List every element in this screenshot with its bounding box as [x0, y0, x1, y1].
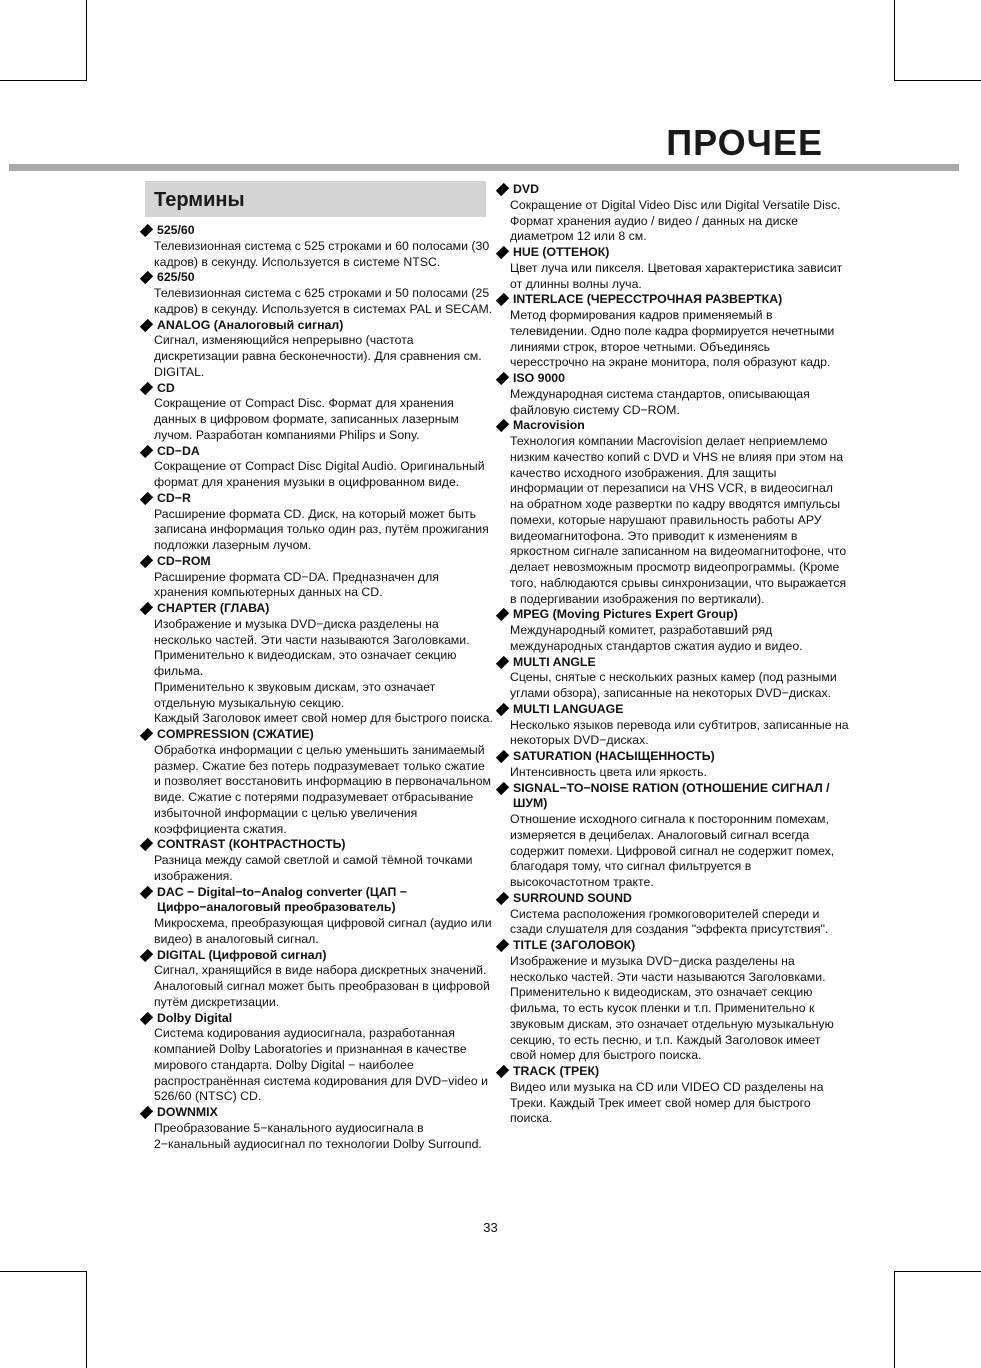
glossary-entry: [139, 727, 493, 837]
glossary-term: [139, 885, 493, 917]
diamond-bullet-icon: [140, 1011, 153, 1024]
glossary-definition: Микросхема, преобразующая цифровой сигнал (аудио или видео) в аналоговый сигнал.: [154, 916, 492, 946]
terms-column-right: [495, 182, 849, 1127]
glossary-term: [495, 607, 849, 623]
page-number: 33: [483, 1220, 498, 1235]
glossary-term-label: SIGNAL−TO−NOISE RATION (ОТНОШЕНИЕ СИГНАЛ / ШУМ): [513, 780, 830, 811]
glossary-term: [495, 891, 849, 907]
glossary-term: [139, 1105, 493, 1121]
glossary-definition: Изображение и музыка DVD−диска разделены на несколько частей. Эти части называются Заголовками. Применительно к видеодискам, это означает секцию фильма, то есть кусок пленки и т.п. Применительно к звуковым дискам, это означает отдельную музыкальную секцию, то есть песню, и т.п. Каждый Заголовок имеет свой номер для быстрого поиска.: [510, 953, 834, 1063]
glossary-term: [495, 182, 849, 198]
glossary-definition: Международный комитет, разработавший ряд международных стандартов сжатия аудио и видео.: [510, 623, 803, 653]
glossary-term: [139, 318, 493, 334]
glossary-term-label: MULTI ANGLE: [513, 654, 596, 669]
glossary-term: [495, 371, 849, 387]
diamond-bullet-icon: [140, 555, 153, 568]
glossary-entry: [495, 655, 849, 702]
diamond-bullet-icon: [140, 838, 153, 851]
glossary-definition: Несколько языков перевода или субтитров, записанные на некоторых DVD−дисках.: [510, 717, 849, 748]
diamond-bullet-icon: [496, 246, 509, 259]
glossary-definition: Международная система стандартов, описывающая файловую систему CD−ROM.: [510, 386, 810, 417]
glossary-term-label: 625/50: [157, 270, 195, 285]
glossary-term-label: ISO 9000: [513, 371, 565, 385]
glossary-definition: Разница между самой светлой и самой тёмной точками изображения.: [154, 853, 473, 883]
page-title: ПРОЧЕЕ: [666, 122, 823, 163]
diamond-bullet-icon: [140, 381, 153, 394]
glossary-entry: [139, 444, 493, 491]
diamond-bullet-icon: [140, 885, 153, 898]
diamond-bullet-icon: [140, 318, 153, 331]
diamond-bullet-icon: [140, 602, 153, 615]
glossary-definition: Система расположения громкоговорителей спереди и сзади слушателя для создания "эффекта присутствия".: [510, 906, 829, 937]
glossary-term-label: MPEG (Moving Pictures Expert Group): [513, 607, 738, 622]
glossary-term: [495, 418, 849, 434]
glossary-entry: [495, 371, 849, 418]
glossary-term: [495, 938, 849, 954]
glossary-definition: Цвет луча или пикселя. Цветовая характеристика зависит от длинны волны луча.: [510, 260, 843, 291]
glossary-term-label: HUE (ОТТЕНОК): [513, 245, 610, 259]
crop-mark: [894, 0, 895, 80]
glossary-term: [139, 223, 493, 239]
glossary-entry: [495, 418, 849, 607]
diamond-bullet-icon: [496, 293, 509, 306]
glossary-definition: Обработка информации с целью уменьшить занимаемый размер. Сжатие без потерь подразумевает только сжатие и позволяет восстановить информацию в первоначальном виде. Сжатие с потерями подразумевает отбрасывание избыточной информации с целью увеличения коэффициента сжатия.: [154, 742, 491, 836]
glossary-term-label: CD−DA: [157, 443, 200, 458]
glossary-entry: [139, 601, 493, 727]
glossary-term-label: CD: [157, 380, 175, 395]
glossary-term-label: ANALOG (Аналоговый сигнал): [157, 317, 344, 332]
glossary-term-label: DAC − Digital−to−Analog converter (ЦАП − Цифро−аналоговый преобразователь): [157, 884, 407, 915]
glossary-entry: [495, 781, 849, 891]
glossary-definition: Сигнал, хранящийся в виде набора дискретных значений. Аналоговый сигнал может быть преобразован в цифровой путём дискретизации.: [154, 963, 490, 1009]
glossary-entry: [495, 891, 849, 938]
diamond-bullet-icon: [496, 1065, 509, 1078]
glossary-term: [495, 749, 849, 765]
glossary-entry: [495, 938, 849, 1064]
glossary-term-label: CONTRAST (КОНТРАСТНОСТЬ): [157, 837, 346, 852]
crop-mark: [86, 0, 87, 80]
glossary-term-label: DIGITAL (Цифровой сигнал): [157, 947, 327, 962]
glossary-term: [139, 554, 493, 570]
glossary-term: [139, 948, 493, 964]
glossary-term-label: 525/60: [157, 223, 195, 237]
glossary-term-label: COMPRESSION (СЖАТИЕ): [157, 727, 314, 741]
glossary-term-label: CHAPTER (ГЛАВА): [157, 601, 270, 615]
glossary-term: [139, 727, 493, 743]
glossary-definition: Сцены, снятые с нескольких разных камер (под разными углами обзора), записанные на некоторых DVD−дисках.: [510, 670, 837, 700]
diamond-bullet-icon: [496, 372, 509, 385]
glossary-definition: Интенсивность цвета или яркость.: [510, 764, 707, 779]
glossary-definition: Сокращение от Compact Disc Digital Audio. Оригинальный формат для хранения музыки в оцифрованном виде.: [154, 459, 485, 489]
diamond-bullet-icon: [496, 781, 509, 794]
diamond-bullet-icon: [140, 948, 153, 961]
glossary-entry: [139, 491, 493, 554]
glossary-term-label: CD−R: [157, 490, 191, 505]
glossary-term-label: DVD: [513, 182, 539, 196]
diamond-bullet-icon: [496, 655, 509, 668]
diamond-bullet-icon: [140, 271, 153, 284]
glossary-term: [495, 781, 849, 813]
glossary-term-label: Macrovision: [513, 418, 585, 433]
diamond-bullet-icon: [140, 444, 153, 457]
glossary-entry: [139, 1011, 493, 1106]
glossary-entry: [139, 318, 493, 381]
glossary-term: [495, 655, 849, 671]
glossary-term: [139, 381, 493, 397]
diamond-bullet-icon: [496, 750, 509, 763]
glossary-term: [139, 270, 493, 286]
glossary-entry: [495, 702, 849, 749]
glossary-definition: Телевизионная система с 625 строками и 50 полосами (25 кадров) в секунду. Используется в системах PAL и SECAM.: [154, 286, 493, 316]
crop-mark: [0, 80, 87, 81]
glossary-term-label: INTERLACE (ЧЕРЕССТРОЧНАЯ РАЗВЕРТКА): [513, 292, 783, 307]
glossary-term: [495, 245, 849, 261]
glossary-term-label: MULTI LANGUAGE: [513, 701, 624, 716]
crop-mark: [894, 80, 981, 81]
glossary-term: [139, 1011, 493, 1027]
diamond-bullet-icon: [496, 183, 509, 196]
glossary-definition: Преобразование 5−канального аудиосигнала в 2−канальный аудиосигнал по технологии Dolby Surround.: [154, 1120, 482, 1151]
glossary-definition: Сокращение от Compact Disc. Формат для хранения данных в цифровом формате, записанных лазерным лучом. Разработан компаниями Philips и Sony.: [154, 396, 459, 442]
glossary-entry: [139, 223, 493, 270]
glossary-term: [139, 601, 493, 617]
diamond-bullet-icon: [496, 419, 509, 432]
glossary-definition: Сигнал, изменяющийся непрерывно (частота дискретизации равна бесконечности). Для сравнения см. DIGITAL.: [154, 333, 482, 379]
glossary-entry: [139, 554, 493, 601]
glossary-definition: Система кодирования аудиосигнала, разработанная компанией Dolby Laboratories и признанная в качестве мирового стандарта. Dolby Digital − наиболее распространённая система кодирования для DVD−video и 526/60 (NTSC) CD.: [154, 1026, 488, 1104]
glossary-term: [139, 491, 493, 507]
glossary-term-label: CD−ROM: [157, 553, 211, 568]
section-heading: Термины: [145, 181, 486, 217]
glossary-term-label: Dolby Digital: [157, 1010, 233, 1025]
diamond-bullet-icon: [140, 492, 153, 505]
glossary-term-label: SURROUND SOUND: [513, 890, 632, 905]
glossary-term-label: DOWNMIX: [157, 1105, 218, 1119]
terms-column-left: [139, 223, 493, 1152]
diamond-bullet-icon: [496, 892, 509, 905]
glossary-entry: [139, 885, 493, 948]
glossary-entry: [139, 948, 493, 1011]
glossary-entry: [139, 837, 493, 884]
glossary-definition: Расширение формата CD. Диск, на который может быть записана информация только один раз, путём прожигания подложки лазерным лучом.: [154, 506, 489, 552]
glossary-term: [495, 702, 849, 718]
glossary-entry: [495, 245, 849, 292]
diamond-bullet-icon: [140, 224, 153, 237]
diamond-bullet-icon: [496, 608, 509, 621]
glossary-entry: [139, 270, 493, 317]
glossary-term-label: TRACK (ТРЕК): [513, 1064, 600, 1078]
glossary-entry: [495, 607, 849, 654]
diamond-bullet-icon: [496, 703, 509, 716]
glossary-definition: Отношение исходного сигнала к посторонним помехам, измеряется в децибелах. Аналоговый сигнал всегда содержит помехи. Цифровой сигнал не содержит помех, благодаря тому, что сигнал фильтруется в высокочастотном тракте.: [510, 812, 835, 889]
crop-mark: [86, 1271, 87, 1368]
glossary-entry: [495, 292, 849, 371]
glossary-entry: [139, 1105, 493, 1152]
glossary-term: [495, 292, 849, 308]
glossary-entry: [139, 381, 493, 444]
diamond-bullet-icon: [140, 1106, 153, 1119]
glossary-entry: [495, 182, 849, 245]
diamond-bullet-icon: [496, 939, 509, 952]
crop-mark: [894, 1271, 981, 1272]
glossary-definition: Сокращение от Digital Video Disc или Digital Versatile Disc. Формат хранения аудио / видео / данных на диске диаметром 12 или 8 см.: [510, 197, 841, 244]
glossary-definition: Расширение формата CD−DA. Предназначен для хранения компьютерных данных на CD.: [154, 569, 439, 600]
glossary-entry: [495, 1064, 849, 1127]
glossary-definition: Изображение и музыка DVD−диска разделены на несколько частей. Эти части называются Заголовками. Применительно к видеодискам, это означает секцию фильма. Применительно к звуковым дискам, это означает отдельную музыкальную секцию. Каждый Заголовок имеет свой номер для быстрого поиска.: [154, 616, 493, 726]
crop-mark: [894, 1271, 895, 1368]
glossary-term: [139, 837, 493, 853]
glossary-definition: Метод формирования кадров применяемый в телевидении. Одно поле кадра формируется нечетными линиями строк, второе четными. Объединясь чересстрочно на экране монитора, поля образуют кадр.: [510, 308, 835, 370]
glossary-term-label: TITLE (ЗАГОЛОВОК): [513, 938, 636, 952]
glossary-term: [495, 1064, 849, 1080]
crop-mark: [0, 1271, 87, 1272]
glossary-entry: [495, 749, 849, 781]
glossary-definition: Телевизионная система с 525 строками и 60 полосами (30 кадров) в секунду. Используется в системе NTSC.: [154, 238, 490, 269]
header-rule: [9, 164, 959, 171]
glossary-term: [139, 444, 493, 460]
glossary-term-label: SATURATION (НАСЫЩЕННОСТЬ): [513, 749, 715, 763]
glossary-definition: Видео или музыка на CD или VIDEO CD разделены на Треки. Каждый Трек имеет свой номер для быстрого поиска.: [510, 1079, 824, 1126]
diamond-bullet-icon: [140, 728, 153, 741]
glossary-definition: Технология компании Macrovision делает неприемлемо низким качество копий с DVD и VHS не влияя при этом на качество исходного изображения. Для защиты информации от перезаписи на VHS VCR, в видеосигнал на обратном ходе развертки по кадру вводятся импульсы помехи, которые нарушают правильность работы АРУ видеомагнитофона. Это приводит к изменениям в яркостном сигнале записанном на видеомагнитофоне, что делает невозможным просмотр видеопрограммы. (Кроме того, наблюдаются срывы синхронизации, что выражается в подергивании изображения по вертикали).: [510, 434, 847, 606]
